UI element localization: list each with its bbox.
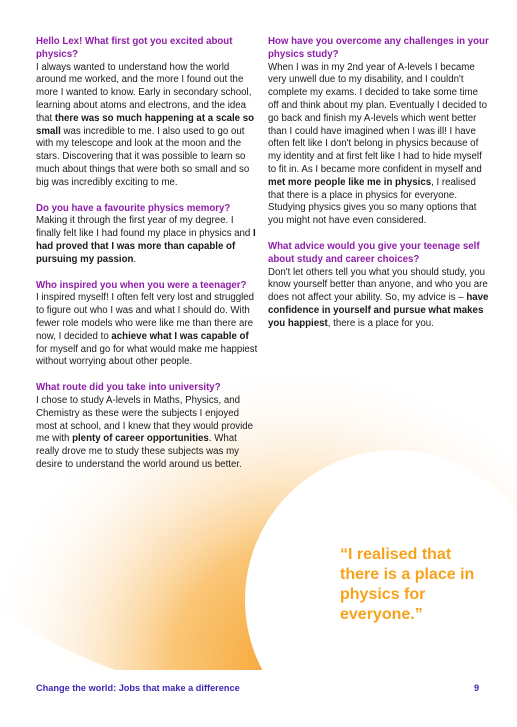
answer bbox=[36, 62, 258, 190]
answer-highlight: I had proved that I was more than capable of pursuing my passion bbox=[36, 228, 256, 265]
answer-highlight: there was so much happening at a scale so small bbox=[36, 112, 255, 137]
answer-text: I chose to study A-levels in Maths, Physics, and Chemistry as these were the subjects I enjoyed most at school, and I knew that they would provide me with bbox=[36, 394, 254, 445]
answer-text: When I was in my 2nd year of A-levels I became very unwell due to my disability, and I couldn't complete my exams. I decided to take some time off and think about my plan. Eventually I decided to go back and finish my A-levels which went better than I could have imagined when I was ill! I have often felt like I don't belong in physics because of my identity and at first felt like I had to hide myself to fit in. As I became more confident in myself and bbox=[268, 61, 488, 175]
page-number: 9 bbox=[474, 683, 480, 693]
answer-text: I always wanted to understand how the world around me worked, and the more I found out the more I wanted to know. Early in secondary school, learning about atoms and electrons, and the idea that bbox=[36, 61, 252, 124]
answer-highlight: achieve what I was capable of bbox=[111, 330, 249, 342]
answer-text: I inspired myself! I often felt very lost and struggled to figure out who I was and what I should do. With fewer role models who were like me than there are now, I decided to bbox=[36, 292, 255, 342]
answer-text: was incredible to me. I also used to go out with my telescope and look at the moon and the stars. Discovering that it was possible to learn so much about things that were both so small and so big was incredibly exciting to me. bbox=[36, 125, 250, 188]
answer-highlight: plenty of career opportunities bbox=[72, 433, 209, 445]
answer bbox=[268, 62, 490, 228]
answer-text: , there is a place for you. bbox=[327, 317, 434, 329]
answer bbox=[36, 215, 258, 266]
question: Who inspired you when you were a teenager? bbox=[36, 279, 247, 291]
question: Do you have a favourite physics memory? bbox=[36, 202, 231, 214]
question: Hello Lex! What first got you excited about physics? bbox=[36, 36, 233, 60]
answer-text: . bbox=[133, 253, 137, 265]
question: How have you overcome any challenges in your physics study? bbox=[268, 36, 489, 60]
right-column bbox=[268, 36, 490, 344]
answer-text: , I realised that there is a place in physics for everyone. Studying physics gives you so many options that you might not have even considered. bbox=[268, 176, 477, 227]
answer bbox=[268, 267, 490, 331]
question: What route did you take into university? bbox=[36, 382, 221, 394]
question: What advice would you give your teenage self about study and career choices? bbox=[268, 240, 480, 265]
footer-title: Change the world: Jobs that make a difference bbox=[36, 683, 240, 693]
answer-text: for myself and go for what would make me happiest without worrying about other people. bbox=[36, 343, 258, 368]
answer-text: . What really drove me to study these subjects was my desire to understand the world around us better. bbox=[36, 433, 242, 470]
answer bbox=[36, 292, 258, 369]
pull-quote: “I realised that there is a place in physics for everyone.” bbox=[340, 546, 475, 623]
answer bbox=[36, 395, 258, 472]
answer-highlight: met more people like me in physics bbox=[268, 176, 432, 188]
answer-text: Making it through the first year of my degree. I finally felt like I had found my place in physics and bbox=[36, 215, 254, 240]
answer-highlight: have confidence in yourself and pursue what makes you happiest bbox=[268, 292, 489, 329]
answer-text: Don't let others tell you what you should study, you know yourself better than anyone, and who you are does not affect your ability. So, my advice is – bbox=[268, 266, 488, 304]
left-column bbox=[36, 36, 258, 485]
